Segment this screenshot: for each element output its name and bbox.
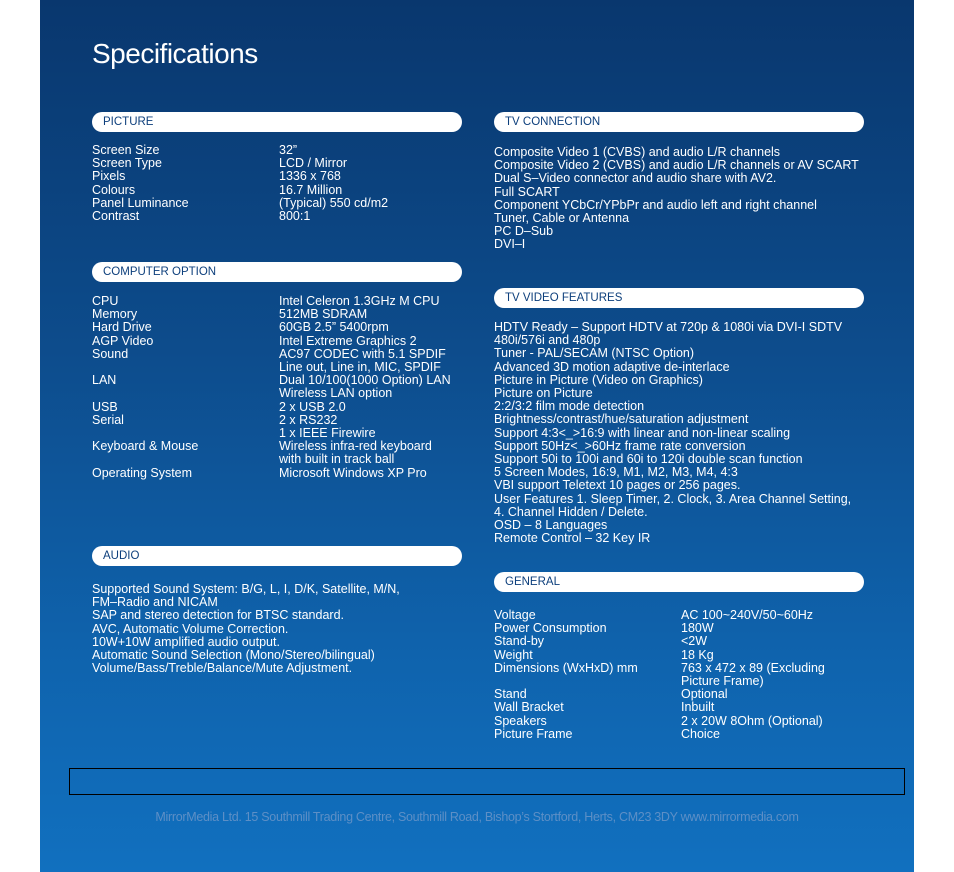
tv-video-features-specs	[494, 321, 899, 545]
spec-line: Composite Video 2 (CVBS) and audio L/R channels or AV SCART	[494, 158, 859, 173]
spec-line: Component YCbCr/YPbPr and audio left and right channel	[494, 197, 817, 212]
spec-line: Picture on Picture	[494, 386, 593, 401]
spec-value: Wireless LAN option	[279, 386, 393, 401]
picture-specs	[92, 144, 472, 223]
spec-value: Wireless infra-red keyboard	[279, 439, 432, 454]
spec-value: 763 x 472 x 89 (Excluding	[681, 660, 825, 675]
spec-row	[494, 715, 894, 728]
spec-value: Intel Extreme Graphics 2	[279, 333, 417, 348]
spec-value: (Typical) 550 cd/m2	[279, 195, 389, 210]
spec-label: LAN	[92, 373, 117, 388]
spec-line: Automatic Sound Selection (Mono/Stereo/bilingual)	[92, 648, 375, 663]
spec-line: FM–Radio and NICAM	[92, 595, 218, 610]
spec-value: Microsoft Windows XP Pro	[279, 465, 427, 480]
spec-label: Operating System	[92, 465, 193, 480]
spec-line: Full SCART	[494, 184, 560, 199]
spec-line: Volume/Bass/Treble/Balance/Mute Adjustment.	[92, 661, 353, 676]
spec-label: Power Consumption	[494, 621, 607, 636]
spec-line: AVC, Automatic Volume Correction.	[92, 621, 289, 636]
spec-row	[92, 335, 472, 348]
spec-label: Colours	[92, 182, 136, 197]
section-header-tv-connection: TV CONNECTION	[494, 112, 864, 132]
spec-line: 480i/576i and 480p	[494, 333, 601, 348]
spec-label: Serial	[92, 412, 124, 427]
spec-sheet-panel	[40, 0, 914, 872]
spec-value: 800:1	[279, 209, 311, 224]
spec-row	[92, 453, 472, 466]
spec-value: <2W	[681, 634, 708, 649]
spec-row	[494, 635, 894, 648]
spec-label: USB	[92, 399, 118, 414]
spec-label: Pixels	[92, 169, 126, 184]
spec-line: Tuner, Cable or Antenna	[494, 211, 630, 226]
spec-label	[92, 361, 279, 374]
computer-option-specs	[92, 295, 472, 480]
spec-label: Picture Frame	[494, 726, 573, 741]
spec-line: Dual S–Video connector and audio share with AV2.	[494, 171, 777, 186]
spec-label: Hard Drive	[92, 320, 152, 335]
spec-line: DVI–I	[494, 237, 526, 252]
audio-specs	[92, 583, 472, 675]
section-header-audio: AUDIO	[92, 546, 462, 566]
spec-label: Dimensions (WxHxD) mm	[494, 660, 638, 675]
spec-line: Remote Control – 32 Key IR	[494, 531, 651, 546]
spec-row	[92, 321, 472, 334]
spec-value: LCD / Mirror	[279, 156, 348, 171]
spec-label: Weight	[494, 647, 533, 662]
spec-value: 18 Kg	[681, 647, 714, 662]
spec-label: Stand	[494, 687, 527, 702]
spec-label: Voltage	[494, 608, 536, 622]
spec-label	[92, 453, 279, 466]
spec-label: AGP Video	[92, 333, 154, 348]
spec-line: OSD – 8 Languages	[494, 518, 608, 533]
spec-value: Line out, Line in, MIC, SPDIF	[279, 360, 441, 375]
spec-row	[92, 387, 472, 400]
spec-line: Advanced 3D motion adaptive de-interlace	[494, 359, 730, 374]
spec-value: 32”	[279, 143, 298, 157]
section-header-picture: PICTURE	[92, 112, 462, 132]
spec-value: 180W	[681, 621, 714, 636]
spec-label: Stand-by	[494, 634, 545, 649]
spec-label: Memory	[92, 307, 138, 322]
spec-label: CPU	[92, 294, 119, 308]
spec-line: 5 Screen Modes, 16:9, M1, M2, M3, M4, 4:3	[494, 465, 738, 480]
spec-value: AC97 CODEC with 5.1 SPDIF	[279, 346, 446, 361]
spec-row	[92, 401, 472, 414]
spec-row	[92, 210, 472, 223]
spec-label: Contrast	[92, 209, 140, 224]
spec-row	[494, 649, 894, 662]
spec-line: 4. Channel Hidden / Delete.	[494, 504, 648, 519]
spec-value: 512MB SDRAM	[279, 307, 368, 322]
spec-row	[92, 170, 472, 183]
spec-label: Speakers	[494, 713, 547, 728]
spec-line: Brightness/contrast/hue/saturation adjustment	[494, 412, 749, 427]
footer-divider-box	[69, 768, 905, 795]
spec-row	[92, 467, 472, 480]
section-header-computer-option: COMPUTER OPTION	[92, 262, 462, 282]
spec-line: 10W+10W amplified audio output.	[92, 634, 280, 649]
general-specs	[494, 609, 894, 741]
spec-line: HDTV Ready – Support HDTV at 720p & 1080i via DVI-I SDTV	[494, 320, 843, 334]
spec-value: Intel Celeron 1.3GHz M CPU	[279, 294, 440, 308]
spec-value: 16.7 Million	[279, 182, 343, 197]
section-header-tv-video-features: TV VIDEO FEATURES	[494, 288, 864, 308]
spec-value: Dual 10/100(1000 Option) LAN	[279, 373, 451, 388]
spec-line: SAP and stereo detection for BTSC standard.	[92, 608, 344, 623]
spec-row	[494, 701, 894, 714]
spec-line: Support 4:3<_>16:9 with linear and non-linear scaling	[494, 425, 791, 440]
spec-line: 2:2/3:2 film mode detection	[494, 399, 645, 414]
spec-value: 1336 x 768	[279, 169, 341, 184]
footer-address: MirrorMedia Ltd. 15 Southmill Trading Centre, Southmill Road, Bishop’s Stortford, Herts, CM23 3DY www.mirrormedia.com	[155, 810, 799, 824]
spec-label: Sound	[92, 346, 129, 361]
spec-line: Picture in Picture (Video on Graphics)	[494, 372, 703, 387]
spec-value: 1 x IEEE Firewire	[279, 426, 376, 441]
spec-label: Screen Type	[92, 156, 162, 171]
spec-line: VBI support Teletext 10 pages or 256 pages.	[494, 478, 741, 493]
spec-label: Wall Bracket	[494, 700, 564, 715]
spec-value: Picture Frame)	[681, 674, 764, 689]
spec-value: Choice	[681, 726, 720, 741]
spec-line: Support 50i to 100i and 60i to 120i double scan function	[494, 452, 803, 467]
spec-value: 2 x 20W 8Ohm (Optional)	[681, 713, 823, 728]
spec-line: Supported Sound System: B/G, L, I, D/K, Satellite, M/N,	[92, 582, 400, 596]
spec-value: 2 x RS232	[279, 412, 338, 427]
spec-line: Tuner - PAL/SECAM (NTSC Option)	[494, 346, 695, 361]
page-title: Specifications	[92, 38, 258, 69]
spec-line: Support 50Hz<_>60Hz frame rate conversion	[494, 438, 746, 453]
spec-value: with built in track ball	[279, 452, 395, 467]
spec-row	[494, 728, 894, 741]
tv-connection-specs	[494, 146, 894, 252]
spec-line: Composite Video 1 (CVBS) and audio L/R channels	[494, 145, 781, 159]
spec-value: 60GB 2.5” 5400rpm	[279, 320, 389, 335]
spec-value: AC 100~240V/50~60Hz	[681, 608, 814, 622]
spec-value: Inbuilt	[681, 700, 715, 715]
spec-label: Screen Size	[92, 143, 160, 157]
section-header-general: GENERAL	[494, 572, 864, 592]
spec-value: 2 x USB 2.0	[279, 399, 346, 414]
spec-line: User Features 1. Sleep Timer, 2. Clock, 3. Area Channel Setting,	[494, 491, 852, 506]
spec-label: Keyboard & Mouse	[92, 439, 199, 454]
spec-value: Optional	[681, 687, 728, 702]
spec-label	[92, 387, 279, 400]
spec-row	[92, 184, 472, 197]
spec-line: PC D–Sub	[494, 224, 554, 239]
spec-label: Panel Luminance	[92, 195, 189, 210]
